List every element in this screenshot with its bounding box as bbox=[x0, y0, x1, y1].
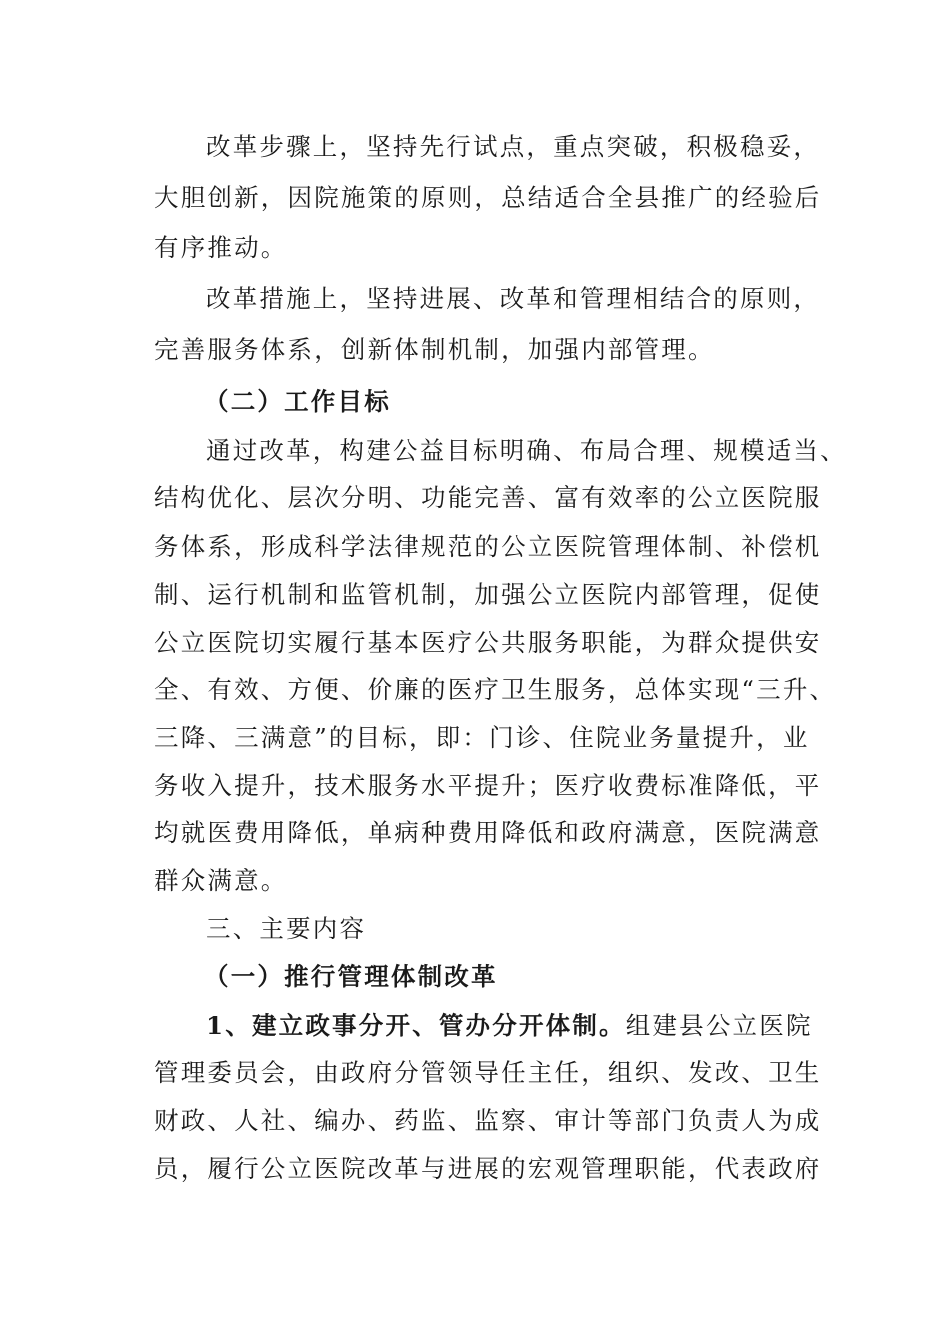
paragraph-line: 改革措施上，坚持进展、改革和管理相结合的原则， bbox=[206, 284, 821, 313]
item-title: 1、建立政事分开、管办分开体制。 bbox=[206, 1011, 626, 1040]
section-heading: （二）工作目标 bbox=[204, 387, 391, 416]
paragraph-line: 均就医费用降低，单病种费用降低和政府满意，医院满意 bbox=[154, 818, 822, 847]
paragraph-line: 三降、三满意”的目标，即：门诊、住院业务量提升，业 bbox=[154, 723, 810, 752]
paragraph-line: 公立医院切实履行基本医疗公共服务职能，为群众提供安 bbox=[154, 628, 822, 657]
paragraph-line: 完善服务体系，创新体制机制，加强内部管理。 bbox=[154, 335, 715, 364]
paragraph-line: 群众满意。 bbox=[154, 866, 288, 895]
chapter-heading: 三、主要内容 bbox=[206, 914, 367, 943]
paragraph-line: 员，履行公立医院改革与进展的宏观管理职能，代表政府 bbox=[154, 1154, 822, 1183]
paragraph-line bbox=[206, 1002, 813, 1050]
paragraph-line: 务体系，形成科学法律规范的公立医院管理体制、补偿机 bbox=[154, 532, 822, 561]
section-heading: （一）推行管理体制改革 bbox=[204, 962, 498, 991]
paragraph-line: 管理委员会，由政府分管领导任主任，组织、发改、卫生 bbox=[154, 1058, 822, 1087]
paragraph-line: 大胆创新，因院施策的原则，总结适合全县推广的经验后 bbox=[154, 183, 822, 212]
paragraph-line: 结构优化、层次分明、功能完善、富有效率的公立医院服 bbox=[154, 483, 822, 512]
paragraph-line: 财政、人社、编办、药监、监察、审计等部门负责人为成 bbox=[154, 1106, 822, 1135]
paragraph-line: 改革步骤上，坚持先行试点，重点突破，积极稳妥， bbox=[206, 132, 821, 161]
paragraph-line: 全、有效、方便、价廉的医疗卫生服务，总体实现“三升、 bbox=[154, 675, 837, 704]
item-text: 组建县公立医院 bbox=[625, 1011, 813, 1040]
paragraph-line: 务收入提升，技术服务水平提升；医疗收费标准降低，平 bbox=[154, 771, 822, 800]
paragraph-line: 制、运行机制和监管机制，加强公立医院内部管理，促使 bbox=[154, 580, 822, 609]
paragraph-line: 通过改革，构建公益目标明确、布局合理、规模适当、 bbox=[206, 436, 847, 465]
paragraph-line: 有序推动。 bbox=[154, 233, 288, 262]
